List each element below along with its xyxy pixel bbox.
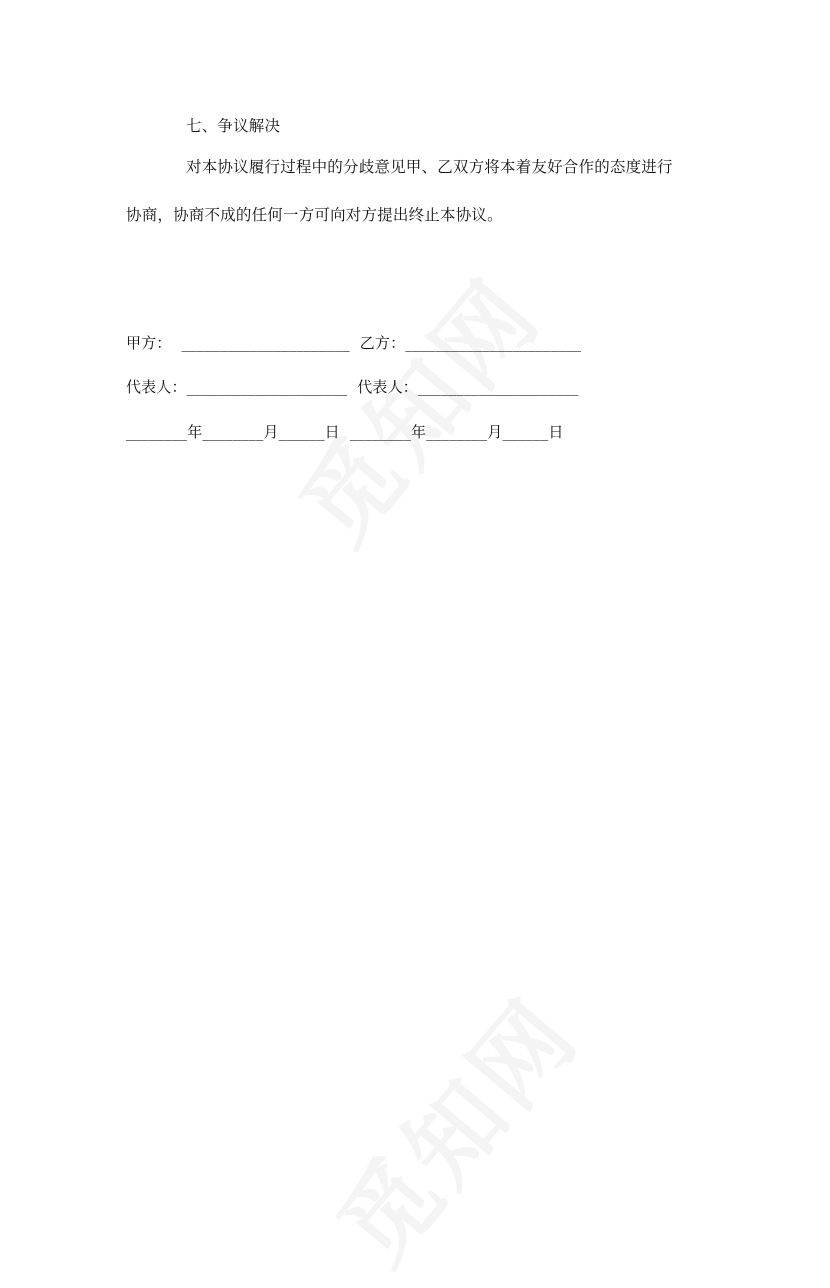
party-a-blank: ______________________ <box>181 334 350 352</box>
date-b: ________年________月______日 <box>349 423 564 441</box>
date-a: ________年________月______日 <box>126 423 340 441</box>
watermark <box>264 245 566 567</box>
party-signature-row <box>126 333 581 353</box>
party-b-label: 乙方： <box>359 334 406 352</box>
paragraph-line: 对本协议履行过程中的分歧意见甲、乙双方将本着友好合作的态度进行 <box>186 158 673 176</box>
rep-b-blank: _____________________ <box>417 378 579 396</box>
party-b-blank: _______________________ <box>405 334 582 352</box>
rep-b-label: 代表人： <box>357 378 418 396</box>
paragraph-line: 协商，协商不成的任何一方可向对方提出终止本协议。 <box>126 206 503 224</box>
party-a-label: 甲方： <box>126 334 172 352</box>
date-signature-row <box>126 422 564 442</box>
watermark <box>302 965 604 1287</box>
representative-signature-row <box>126 377 579 397</box>
rep-a-label: 代表人： <box>126 378 187 396</box>
rep-a-blank: _____________________ <box>186 378 348 396</box>
section-heading: 七、争议解决 <box>186 117 281 135</box>
